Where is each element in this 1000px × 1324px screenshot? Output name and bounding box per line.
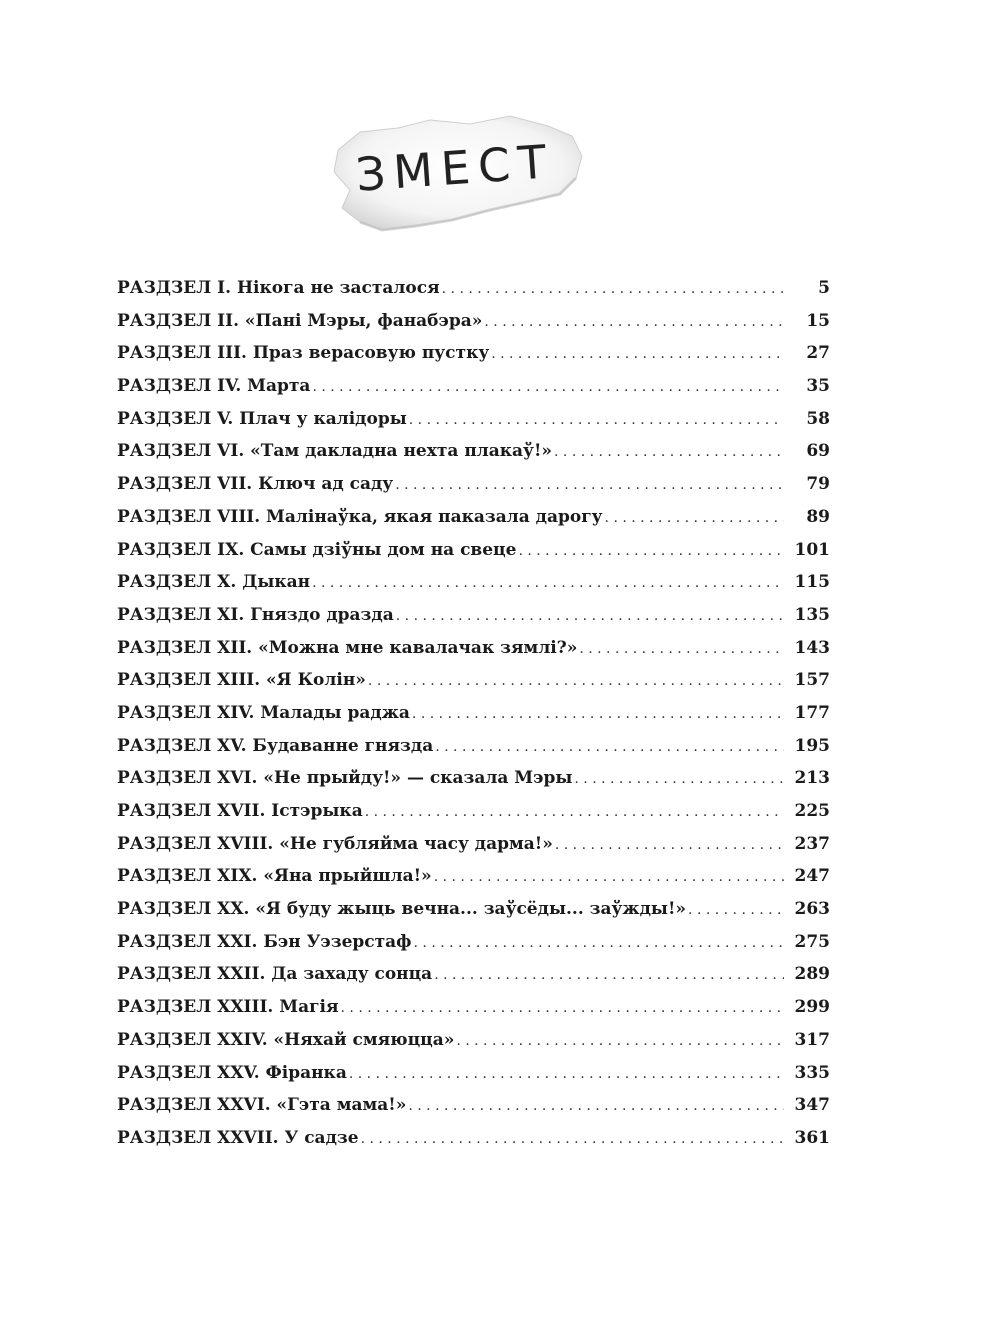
- chapter-title: РАЗДЗЕЛ II. «Пані Мэры, фанабэра»: [117, 310, 483, 331]
- chapter-title: РАЗДЗЕЛ III. Праз верасовую пустку: [117, 343, 490, 364]
- chapter-title: РАЗДЗЕЛ VIII. Малінаўка, якая паказала дарогу: [117, 506, 603, 527]
- chapter-title: РАЗДЗЕЛ VII. Ключ ад саду: [117, 474, 394, 495]
- chapter-title: РАЗДЗЕЛ IV. Марта: [117, 376, 311, 397]
- toc-entry: [117, 1089, 830, 1122]
- toc-entry: [117, 762, 830, 795]
- chapter-title: РАЗДЗЕЛ XXV. Фіранка: [117, 1062, 347, 1083]
- dot-leader: [434, 861, 784, 894]
- dot-leader: [554, 436, 784, 469]
- dot-leader: [555, 829, 784, 862]
- page-number: 143: [794, 637, 830, 658]
- toc-entry: [117, 403, 830, 436]
- page-number: 157: [794, 670, 830, 691]
- page-number: 69: [806, 441, 830, 462]
- dot-leader: [368, 665, 784, 698]
- dot-leader: [688, 894, 784, 927]
- dot-leader: [579, 633, 784, 666]
- toc-entry: [117, 697, 830, 730]
- chapter-title: РАЗДЗЕЛ VI. «Там дакладна нехта плакаў!»: [117, 441, 553, 462]
- chapter-title: РАЗДЗЕЛ V. Плач у калідоры: [117, 408, 407, 429]
- page-number: 135: [794, 604, 830, 625]
- toc-entry: [117, 305, 830, 338]
- toc-entry: [117, 370, 830, 403]
- page-number: 317: [794, 1029, 830, 1050]
- chapter-title: РАЗДЗЕЛ XVII. Істэрыка: [117, 801, 363, 821]
- toc-entry: [117, 272, 830, 305]
- dot-leader: [414, 927, 784, 960]
- dot-leader: [456, 1025, 784, 1058]
- chapter-title: РАЗДЗЕЛ XVIII. «Не губляйма часу дарма!»: [117, 833, 553, 854]
- dot-leader: [341, 992, 784, 1025]
- chapter-title: РАЗДЗЕЛ XI. Гняздо дразда: [117, 604, 394, 625]
- page-number: 225: [794, 801, 830, 821]
- dot-leader: [518, 535, 784, 568]
- page-number: 213: [794, 768, 830, 789]
- page-number: 27: [806, 343, 830, 364]
- page-number: 275: [794, 931, 830, 952]
- toc-entry: [117, 926, 830, 959]
- dot-leader: [574, 763, 784, 796]
- page-number: 299: [794, 997, 830, 1018]
- dot-leader: [484, 306, 784, 339]
- dot-leader: [361, 1123, 784, 1156]
- page-number: 347: [794, 1095, 830, 1116]
- chapter-title: РАЗДЗЕЛ XIX. «Яна прыйшла!»: [117, 866, 432, 887]
- page-number: 247: [794, 866, 830, 887]
- toc-entry: [117, 435, 830, 468]
- dot-leader: [365, 796, 784, 829]
- dot-leader: [605, 502, 784, 535]
- toc-entry: [117, 795, 830, 828]
- toc-entry: [117, 534, 830, 567]
- toc-entry: [117, 1057, 830, 1090]
- chapter-title: РАЗДЗЕЛ XXVI. «Гэта мама!»: [117, 1095, 407, 1116]
- toc-entry: [117, 730, 830, 763]
- dot-leader: [442, 273, 784, 306]
- page-number: 5: [818, 278, 830, 298]
- dot-leader: [312, 567, 784, 600]
- dot-leader: [408, 1090, 784, 1123]
- toc-entry: [117, 1122, 830, 1155]
- toc-entry: [117, 632, 830, 665]
- chapter-title: РАЗДЗЕЛ XXII. Да захаду сонца: [117, 964, 433, 985]
- page-number: 195: [794, 735, 830, 756]
- page-number: 15: [806, 310, 830, 331]
- dot-leader: [396, 600, 784, 633]
- page-title: ЗМЕСТ: [354, 134, 556, 202]
- toc-entry: [117, 893, 830, 926]
- chapter-title: РАЗДЗЕЛ IX. Самы дзіўны дом на свеце: [117, 539, 517, 560]
- toc-entry: [117, 1024, 830, 1057]
- table-of-contents: [117, 272, 830, 1155]
- chapter-title: РАЗДЗЕЛ I. Нікога не засталося: [117, 278, 440, 298]
- title-badge: [320, 98, 590, 238]
- dot-leader: [434, 959, 784, 992]
- chapter-title: РАЗДЗЕЛ XX. «Я буду жыць вечна... заўсёды... заўжды!»: [117, 899, 687, 920]
- toc-entry: [117, 337, 830, 370]
- chapter-title: РАЗДЗЕЛ XV. Будаванне гнязда: [117, 735, 434, 756]
- dot-leader: [409, 404, 784, 437]
- page-number: 79: [806, 474, 830, 495]
- toc-entry: [117, 664, 830, 697]
- page-number: 335: [794, 1062, 830, 1083]
- chapter-title: РАЗДЗЕЛ XXIII. Магія: [117, 997, 339, 1018]
- toc-entry: [117, 860, 830, 893]
- chapter-title: РАЗДЗЕЛ XIV. Малады раджа: [117, 702, 410, 723]
- chapter-title: РАЗДЗЕЛ XXIV. «Няхай смяюцца»: [117, 1029, 455, 1050]
- chapter-title: РАЗДЗЕЛ XVI. «Не прыйду!» — сказала Мэры: [117, 768, 573, 789]
- toc-entry: [117, 991, 830, 1024]
- toc-entry: [117, 566, 830, 599]
- chapter-title: РАЗДЗЕЛ XIII. «Я Колін»: [117, 670, 366, 691]
- page-number: 263: [794, 899, 830, 920]
- dot-leader: [435, 731, 784, 764]
- chapter-title: РАЗДЗЕЛ XXVII. У садзе: [117, 1127, 359, 1148]
- chapter-title: РАЗДЗЕЛ XII. «Можна мне кавалачак зямлі?»: [117, 637, 578, 658]
- page-number: 58: [806, 408, 830, 429]
- toc-entry: [117, 958, 830, 991]
- page-number: 361: [794, 1127, 830, 1148]
- dot-leader: [395, 469, 784, 502]
- chapter-title: РАЗДЗЕЛ XXI. Бэн Уэзерстаф: [117, 931, 412, 952]
- page-number: 89: [806, 506, 830, 527]
- toc-entry: [117, 468, 830, 501]
- dot-leader: [412, 698, 784, 731]
- toc-entry: [117, 501, 830, 534]
- chapter-title: РАЗДЗЕЛ X. Дыкан: [117, 572, 311, 593]
- dot-leader: [491, 338, 784, 371]
- page-number: 115: [794, 572, 830, 593]
- toc-entry: [117, 828, 830, 861]
- page-number: 177: [794, 702, 830, 723]
- page-number: 35: [806, 376, 830, 397]
- toc-entry: [117, 599, 830, 632]
- page-number: 237: [794, 833, 830, 854]
- page-number: 101: [794, 539, 830, 560]
- dot-leader: [312, 371, 784, 404]
- dot-leader: [349, 1058, 784, 1091]
- page-number: 289: [794, 964, 830, 985]
